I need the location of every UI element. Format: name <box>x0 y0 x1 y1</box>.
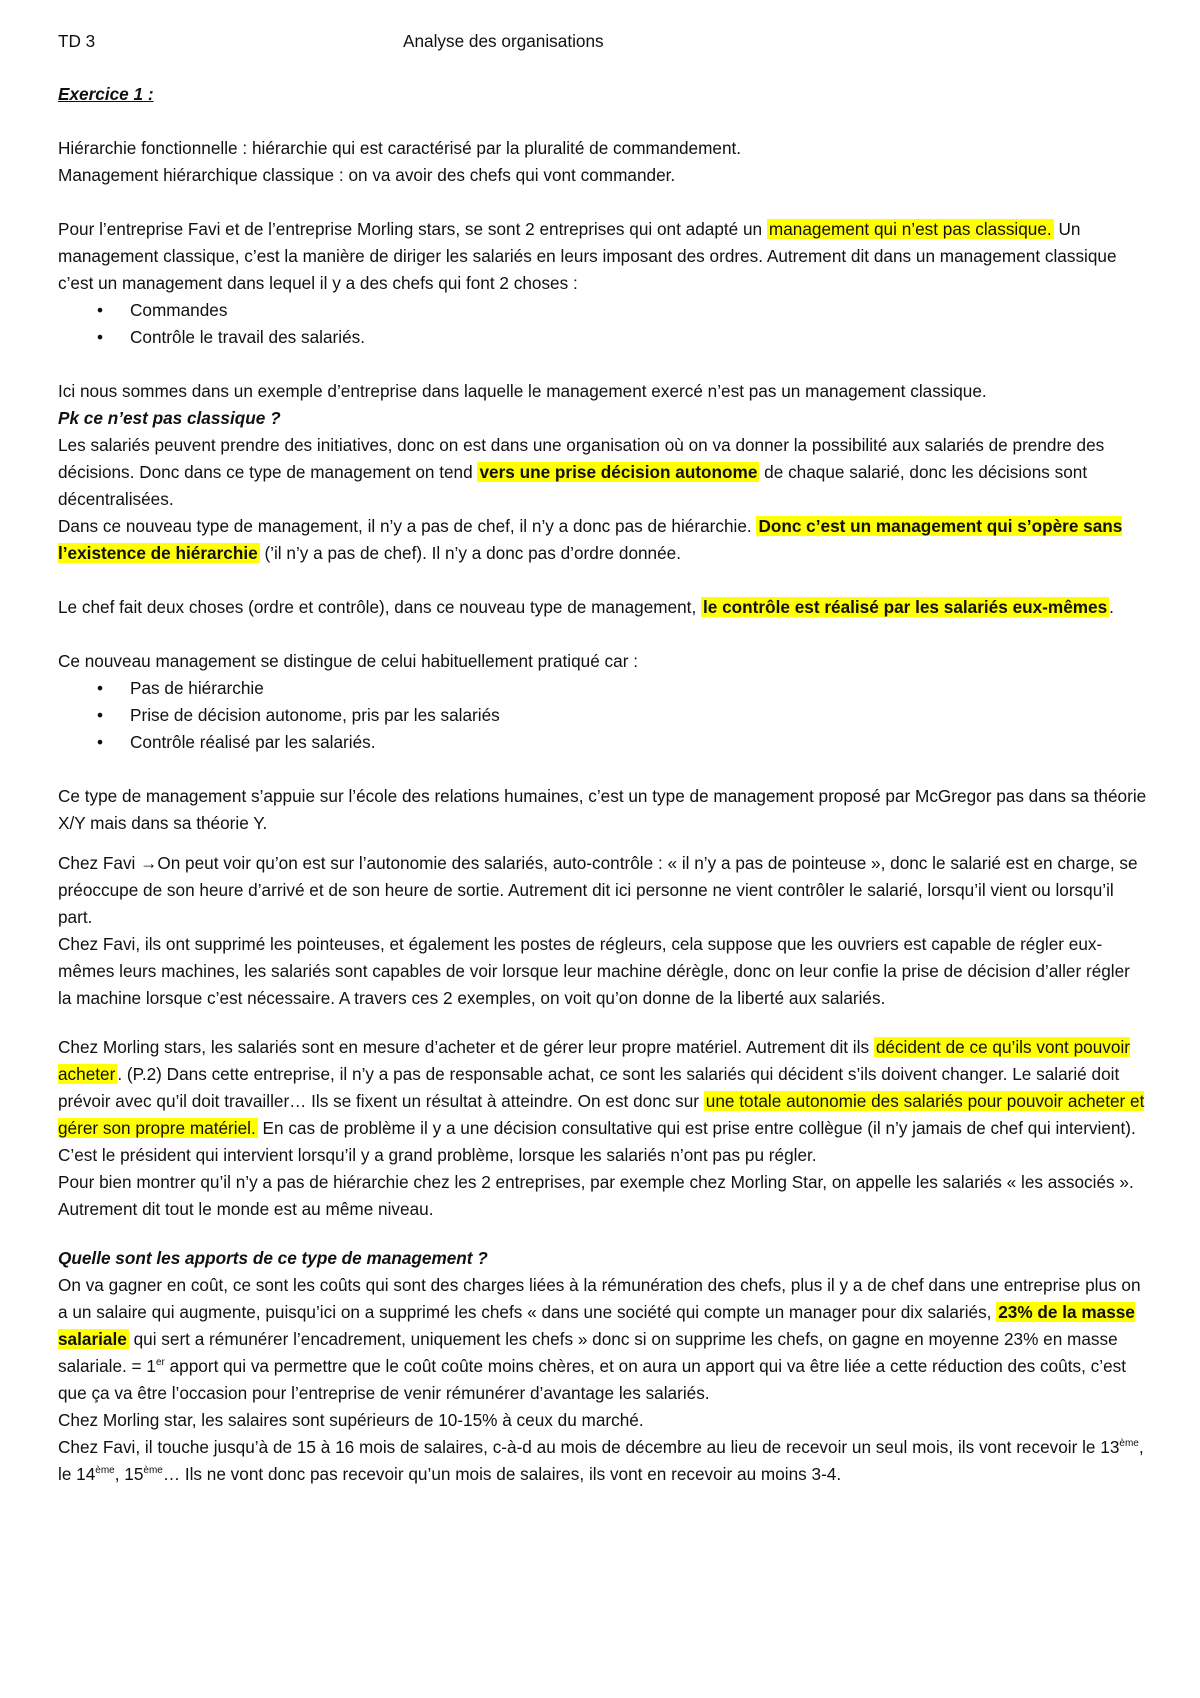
bullet-icon: • <box>96 705 104 725</box>
highlight: une totale autonomie des salariés pour pouvoir acheter et gérer son propre matériel. <box>58 1091 1145 1138</box>
definition-1: Hiérarchie fonctionnelle : hiérarchie qui est caractérisé par la pluralité de commandement. <box>58 138 742 158</box>
list-item: • Commandes <box>58 297 1148 324</box>
paragraph-9: Chez Favi, ils ont supprimé les pointeuses, et également les postes de régleurs, cela suppose que les ouvriers est capable de régler eux-mêmes leurs machines, les salariés sont capables de voir lorsque leur machine dérègle, donc on leur confie la prise de décision d’aller régler la machine lorsque c’est nécessaire. A travers ces 2 exemples, on voit qu’on donne de la liberté aux salariés. <box>58 934 1130 1008</box>
paragraph-5: Le chef fait deux choses (ordre et contrôle), dans ce nouveau type de management, le contrôle est réalisé par les salariés eux-mêmes . <box>58 597 1114 617</box>
bullet-icon: • <box>96 678 104 698</box>
paragraph-10: Chez Morling stars, les salariés sont en mesure d’acheter et de gérer leur propre matériel. Autrement dit ils décident de ce qu’ils vont pouvoir acheter . (P.2) Dans cette entreprise, il n’y a pas de responsable achat, ce sont les salariés qui décident s’ils doivent changer. Le salarié doit prévoir avec qu’il doit travailler… Ils se fixent un résultat à atteindre. On est donc sur une totale autonomie des salariés pour pouvoir acheter et gérer son propre matériel. En cas de problème il y a une décision consultative qui est prise entre collègue (il n’y jamais de chef qui intervient). C’est le président qui intervient lorsqu’il y a grand problème, lorsque les salariés n’ont pas pu régler. <box>58 1037 1145 1165</box>
exercise-title: Exercice 1 : <box>58 84 154 104</box>
highlight: management qui n’est pas classique. <box>768 219 1052 239</box>
highlight: décident de ce qu’ils vont pouvoir acheter <box>58 1037 1130 1084</box>
question-1: Pk ce n’est pas classique ? <box>58 408 281 428</box>
paragraph-6: Ce nouveau management se distingue de celui habituellement pratiqué car : <box>58 651 638 671</box>
document-page <box>58 28 1148 1488</box>
highlight: le contrôle est réalisé par les salariés eux-mêmes <box>703 597 1108 617</box>
definition-2: Management hiérarchique classique : on va avoir des chefs qui vont commander. <box>58 165 676 185</box>
header-td: TD 3 <box>58 31 96 51</box>
page-header <box>58 28 1148 55</box>
list-item: • Contrôle le travail des salariés. <box>58 324 1148 351</box>
paragraph-14: Chez Favi, il touche jusqu’à de 15 à 16 mois de salaires, c-à-d au mois de décembre au lieu de recevoir un seul mois, ils vont recevoir le 13ème, le 14ème, 15ème… Ils ne vont donc pas recevoir qu’un mois de salaires, ils vont en recevoir au moins 3-4. <box>58 1437 1144 1484</box>
highlight: vers une prise décision autonome <box>479 462 758 482</box>
bullet-icon: • <box>96 300 104 320</box>
question-2: Quelle sont les apports de ce type de management ? <box>58 1248 488 1268</box>
bullet-icon: • <box>96 732 104 752</box>
paragraph-4: Dans ce nouveau type de management, il n’y a pas de chef, il n’y a donc pas de hiérarchie. Donc c’est un management qui s’opère sans l’existence de hiérarchie (’il n’y a pas de chef). Il n’y a donc pas d’ordre donnée. <box>58 516 1123 563</box>
highlight: Donc c’est un management qui s’opère sans l’existence de hiérarchie <box>58 516 1123 563</box>
list-item: • Contrôle réalisé par les salariés. <box>58 729 1148 756</box>
paragraph-8: Chez Favi →On peut voir qu’on est sur l’autonomie des salariés, auto-contrôle : « il n’y a pas de pointeuse », donc le salarié est en charge, se préoccupe de son heure d’arrivé et de son heure de sortie. Autrement dit ici personne ne vient contrôler le salarié, lorsqu’il vient ou lorsqu’il part. <box>58 853 1138 927</box>
paragraph-12: On va gagner en coût, ce sont les coûts qui sont des charges liées à la rémunération des chefs, plus il y a de chef dans une entreprise plus on a un salaire qui augmente, puisqu’ici on a supprimé les chefs « dans une société qui compte un manager pour dix salariés, 23% de la masse salariale qui sert a rémunérer l’encadrement, uniquement les chefs » donc si on supprime les chefs, on gagne en moyenne 23% en masse salariale. = 1er apport qui va permettre que le coût coûte moins chères, et on aura un apport qui va être liée a cette réduction des coûts, c’est que ça va être l’occasion pour l’entreprise de venir rémunérer d’avantage les salariés. <box>58 1275 1141 1403</box>
list-controls <box>58 297 1148 351</box>
list-features <box>58 675 1148 756</box>
paragraph-11: Pour bien montrer qu’il n’y a pas de hiérarchie chez les 2 entreprises, par exemple chez Morling Star, on appelle les salariés « les associés ». Autrement dit tout le monde est au même niveau. <box>58 1172 1134 1219</box>
paragraph-3: Les salariés peuvent prendre des initiatives, donc on est dans une organisation où on va donner la possibilité aux salariés de prendre des décisions. Donc dans ce type de management on tend vers une prise décision autonome de chaque salarié, donc les décisions sont décentralisées. <box>58 435 1105 509</box>
list-item: • Prise de décision autonome, pris par les salariés <box>58 702 1148 729</box>
paragraph-2: Ici nous sommes dans un exemple d’entreprise dans laquelle le management exercé n’est pas un management classique. <box>58 381 987 401</box>
bullet-icon: • <box>96 327 104 347</box>
list-item: • Pas de hiérarchie <box>58 675 1148 702</box>
paragraph-13: Chez Morling star, les salaires sont supérieurs de 10-15% à ceux du marché. <box>58 1410 644 1430</box>
header-subject: Analyse des organisations <box>403 31 604 51</box>
highlight: 23% de la masse salariale <box>58 1302 1135 1349</box>
paragraph-7: Ce type de management s’appuie sur l’école des relations humaines, c’est un type de management proposé par McGregor pas dans sa théorie X/Y mais dans sa théorie Y. <box>58 786 1147 833</box>
paragraph-1: Pour l’entreprise Favi et de l’entreprise Morling stars, se sont 2 entreprises qui ont adapté un management qui n’est pas classique. Un management classique, c’est la manière de diriger les salariés en leurs imposant des ordres. Autrement dit dans un management classique c’est un management dans lequel il y a des chefs qui font 2 choses : <box>58 219 1117 293</box>
